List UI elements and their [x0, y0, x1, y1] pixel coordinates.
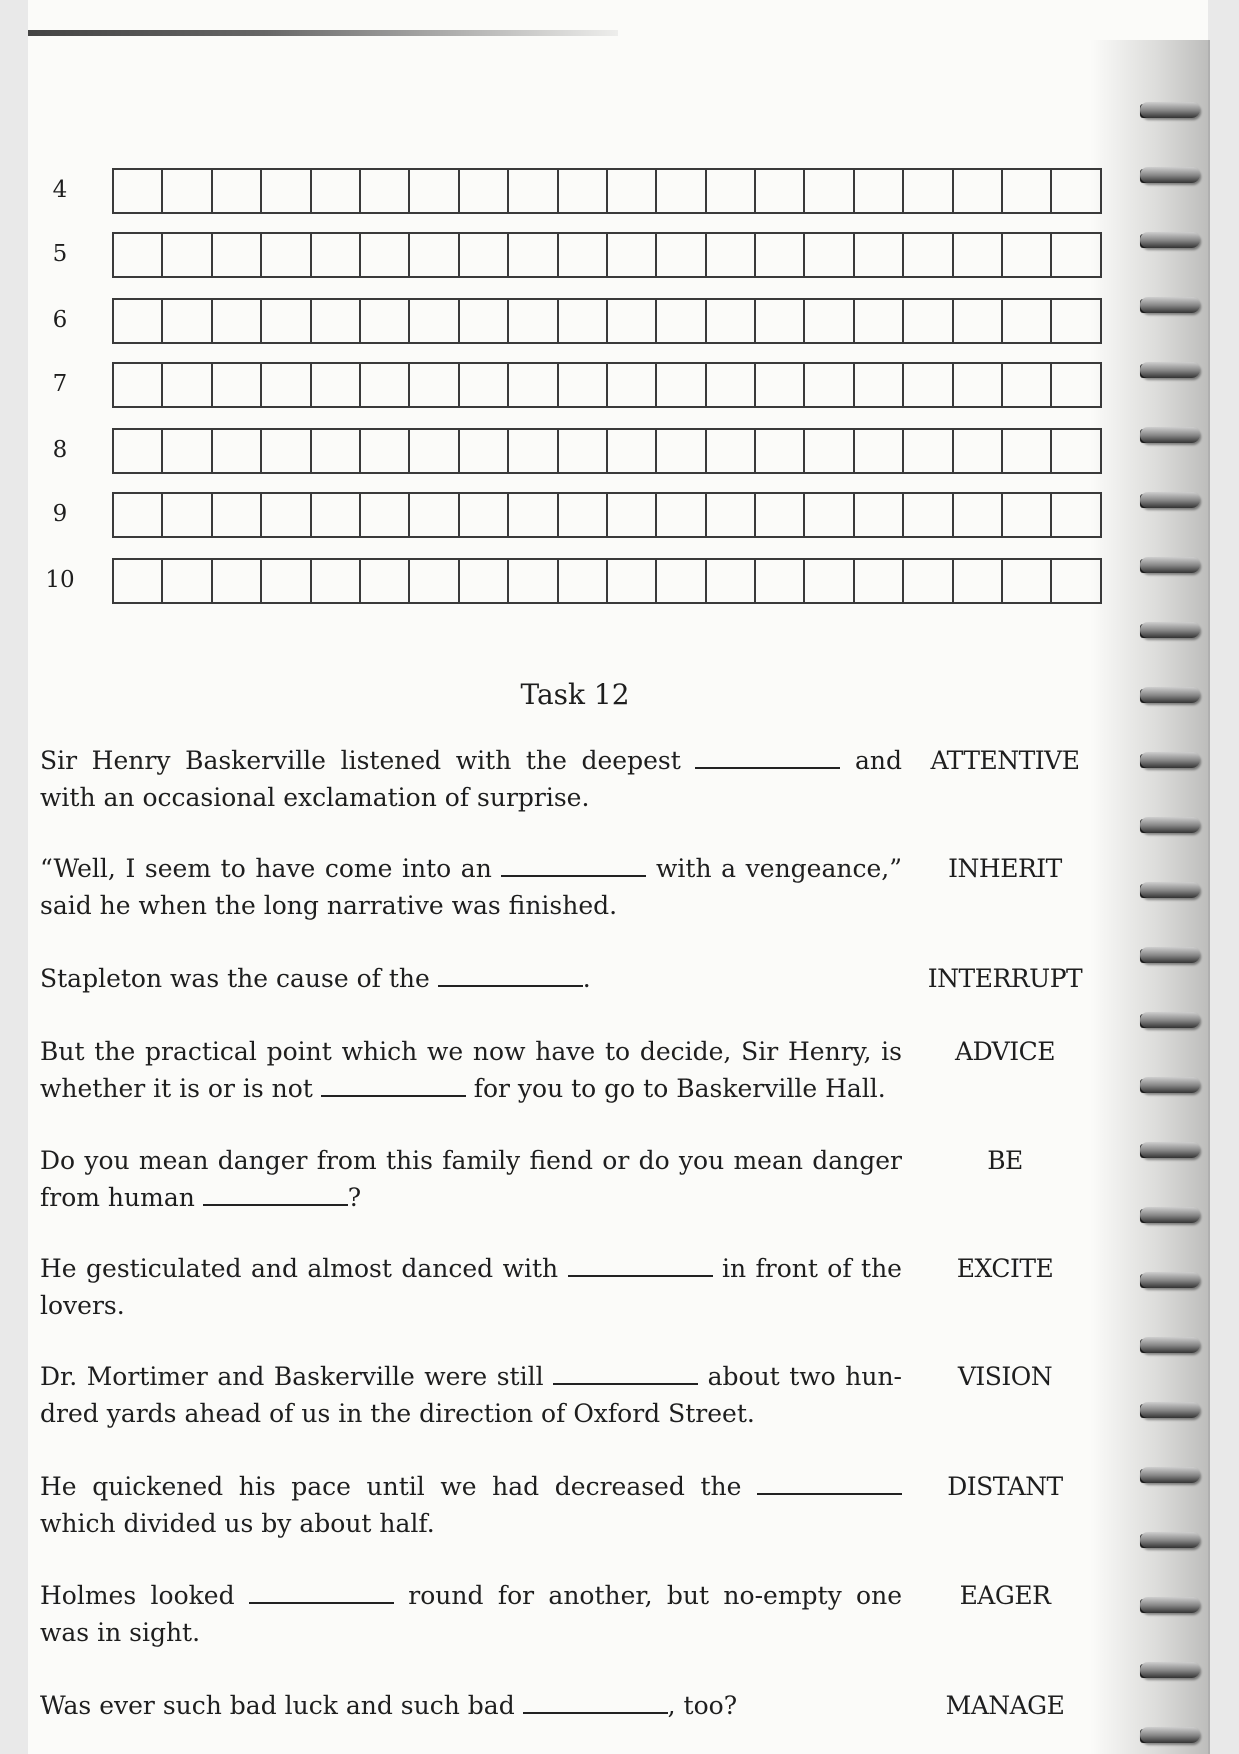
sentence-after-blank: which divided us by about half.	[40, 1509, 435, 1538]
letter-cell[interactable]	[114, 300, 163, 342]
letter-cell[interactable]	[1003, 300, 1052, 342]
letter-cell[interactable]	[756, 234, 805, 276]
letter-cell[interactable]	[1052, 560, 1101, 602]
letter-cells	[112, 362, 1102, 408]
letter-cell[interactable]	[312, 430, 361, 472]
letter-cell[interactable]	[1003, 494, 1052, 536]
letter-cells	[112, 298, 1102, 344]
letter-cell[interactable]	[707, 170, 756, 212]
answer-blank[interactable]	[553, 1361, 698, 1385]
letter-cell[interactable]	[410, 560, 459, 602]
keyword: INHERIT	[948, 854, 1062, 883]
letter-cell[interactable]	[163, 494, 212, 536]
letter-cell[interactable]	[805, 300, 854, 342]
spiral-coil	[1138, 1721, 1202, 1753]
coil-wire	[1140, 297, 1200, 313]
letter-cells	[112, 168, 1102, 214]
sentence-before-blank: He gesticulated and almost danced with	[40, 1254, 568, 1283]
letter-cell[interactable]	[1003, 170, 1052, 212]
spiral-coil	[1138, 1201, 1202, 1233]
letter-cell[interactable]	[1003, 234, 1052, 276]
sentence-after-blank: about two hun-dred yards ahead of us in the direction of Oxford Street.	[40, 1362, 902, 1428]
coil-wire	[1140, 167, 1200, 183]
letter-cell[interactable]	[707, 494, 756, 536]
sentence-before-blank: Dr. Mortimer and Baskerville were still	[40, 1362, 554, 1391]
letter-cell[interactable]	[1052, 430, 1101, 472]
keyword: ATTENTIVE	[930, 746, 1080, 775]
letter-cell[interactable]	[559, 364, 608, 406]
letter-cell[interactable]	[954, 494, 1003, 536]
row-number: 8	[52, 437, 68, 463]
letter-cell[interactable]	[855, 494, 904, 536]
row-number: 7	[52, 371, 68, 397]
letter-cell[interactable]	[1052, 494, 1101, 536]
letter-cell[interactable]	[361, 300, 410, 342]
letter-cell[interactable]	[756, 300, 805, 342]
spiral-coil	[1138, 421, 1202, 453]
letter-cell[interactable]	[855, 234, 904, 276]
letter-cell[interactable]	[855, 430, 904, 472]
letter-cell[interactable]	[163, 234, 212, 276]
letter-cell[interactable]	[855, 364, 904, 406]
letter-cell[interactable]	[1003, 364, 1052, 406]
keyword: EAGER	[959, 1581, 1051, 1610]
letter-cells	[112, 232, 1102, 278]
letter-cell[interactable]	[213, 300, 262, 342]
spiral-coil	[1138, 1071, 1202, 1103]
letter-cell[interactable]	[262, 300, 311, 342]
keyword: BE	[987, 1146, 1023, 1175]
keyword: EXCITE	[956, 1254, 1054, 1283]
letter-cell[interactable]	[1052, 234, 1101, 276]
row-number: 5	[52, 241, 68, 267]
letter-cells	[112, 428, 1102, 474]
letter-cell[interactable]	[262, 170, 311, 212]
letter-cell[interactable]	[312, 560, 361, 602]
letter-cell[interactable]	[262, 560, 311, 602]
row-number: 9	[52, 501, 68, 527]
letter-cell[interactable]	[608, 494, 657, 536]
letter-cell[interactable]	[460, 300, 509, 342]
sentence-after-blank: ?	[347, 1183, 362, 1212]
letter-cell[interactable]	[361, 430, 410, 472]
letter-cell[interactable]	[460, 494, 509, 536]
letter-cell[interactable]	[904, 234, 953, 276]
letter-cell[interactable]	[509, 494, 558, 536]
spiral-coil	[1138, 1656, 1202, 1688]
spiral-coil	[1138, 746, 1202, 778]
letter-cell[interactable]	[410, 170, 459, 212]
letter-cell[interactable]	[904, 170, 953, 212]
answer-blank[interactable]	[321, 1073, 466, 1097]
spiral-coil	[1138, 291, 1202, 323]
letter-cell[interactable]	[213, 430, 262, 472]
letter-cell[interactable]	[707, 300, 756, 342]
keyword: MANAGE	[945, 1691, 1065, 1720]
letter-cell[interactable]	[559, 234, 608, 276]
coil-wire	[1140, 1272, 1200, 1288]
spiral-coil	[1138, 356, 1202, 388]
letter-cell[interactable]	[805, 560, 854, 602]
sentence-after-blank: , too?	[667, 1691, 738, 1720]
coil-wire	[1140, 1142, 1200, 1158]
spiral-binding	[1138, 0, 1208, 1754]
letter-cell[interactable]	[114, 364, 163, 406]
letter-cell[interactable]	[509, 170, 558, 212]
letter-cell[interactable]	[114, 494, 163, 536]
keyword: DISTANT	[947, 1472, 1063, 1501]
task-sentence	[40, 1142, 902, 1216]
letter-cell[interactable]	[410, 430, 459, 472]
letter-cell[interactable]	[707, 234, 756, 276]
letter-cell[interactable]	[262, 430, 311, 472]
letter-cell[interactable]	[460, 234, 509, 276]
letter-cell[interactable]	[213, 170, 262, 212]
letter-cell[interactable]	[657, 234, 706, 276]
letter-cell[interactable]	[657, 430, 706, 472]
letter-cell[interactable]	[509, 300, 558, 342]
sentence-after-blank: .	[582, 964, 591, 993]
letter-cell[interactable]	[213, 234, 262, 276]
letter-cell[interactable]	[1052, 170, 1101, 212]
spiral-coil	[1138, 96, 1202, 128]
keyword: ADVICE	[955, 1037, 1055, 1066]
answer-blank[interactable]	[695, 745, 840, 769]
coil-wire	[1140, 1532, 1200, 1548]
letter-cell[interactable]	[756, 430, 805, 472]
letter-cell[interactable]	[707, 430, 756, 472]
answer-blank[interactable]	[501, 853, 646, 877]
letter-cell[interactable]	[954, 234, 1003, 276]
letter-cell[interactable]	[559, 170, 608, 212]
letter-cell[interactable]	[460, 560, 509, 602]
spiral-coil	[1138, 1136, 1202, 1168]
sentence-before-blank: Holmes looked	[40, 1581, 249, 1610]
row-number: 4	[52, 177, 68, 203]
letter-cell[interactable]	[163, 560, 212, 602]
letter-cell[interactable]	[805, 430, 854, 472]
letter-cell[interactable]	[855, 300, 904, 342]
letter-cell[interactable]	[410, 494, 459, 536]
sentence-before-blank: But the practical point which we now have to decide, Sir Henry, is whether it is or is not	[40, 1037, 902, 1103]
sentence-before-blank: Do you mean danger from this family fiend or do you mean danger from human	[40, 1146, 902, 1212]
letter-cell[interactable]	[805, 364, 854, 406]
letter-cell[interactable]	[213, 560, 262, 602]
letter-cell[interactable]	[559, 430, 608, 472]
letter-cell[interactable]	[262, 234, 311, 276]
letter-cell[interactable]	[361, 364, 410, 406]
coil-wire	[1140, 232, 1200, 248]
task-title: Task 12	[520, 678, 630, 711]
spiral-coil	[1138, 1331, 1202, 1363]
spiral-coil	[1138, 226, 1202, 258]
letter-cell[interactable]	[608, 170, 657, 212]
letter-cell[interactable]	[657, 170, 706, 212]
coil-wire	[1140, 1337, 1200, 1353]
coil-wire	[1140, 947, 1200, 963]
sentence-after-blank: in front of the lovers.	[40, 1254, 902, 1320]
coil-wire	[1140, 1727, 1200, 1743]
letter-cell[interactable]	[608, 364, 657, 406]
coil-wire	[1140, 1597, 1200, 1613]
letter-cell[interactable]	[954, 430, 1003, 472]
letter-cell[interactable]	[163, 430, 212, 472]
letter-cells	[112, 558, 1102, 604]
letter-cell[interactable]	[312, 364, 361, 406]
letter-cell[interactable]	[855, 560, 904, 602]
spiral-coil	[1138, 811, 1202, 843]
letter-cell[interactable]	[904, 364, 953, 406]
letter-cell[interactable]	[361, 234, 410, 276]
coil-wire	[1140, 557, 1200, 573]
answer-blank[interactable]	[523, 1690, 668, 1714]
letter-cell[interactable]	[904, 494, 953, 536]
letter-cell[interactable]	[1003, 560, 1052, 602]
answer-blank[interactable]	[438, 963, 583, 987]
letter-cell[interactable]	[954, 364, 1003, 406]
coil-wire	[1140, 752, 1200, 768]
letter-cell[interactable]	[1052, 300, 1101, 342]
sentence-after-blank: for you to go to Baskerville Hall.	[465, 1074, 886, 1103]
coil-wire	[1140, 622, 1200, 638]
spiral-coil	[1138, 1006, 1202, 1038]
letter-cell[interactable]	[805, 494, 854, 536]
letter-cell[interactable]	[460, 170, 509, 212]
letter-cell[interactable]	[608, 430, 657, 472]
task-sentence	[40, 960, 902, 997]
letter-cell[interactable]	[954, 170, 1003, 212]
coil-wire	[1140, 1402, 1200, 1418]
letter-cell[interactable]	[410, 364, 459, 406]
answer-blank[interactable]	[203, 1182, 348, 1206]
letter-cell[interactable]	[756, 170, 805, 212]
answer-blank[interactable]	[568, 1253, 713, 1277]
coil-wire	[1140, 1467, 1200, 1483]
spiral-coil	[1138, 876, 1202, 908]
coil-wire	[1140, 882, 1200, 898]
letter-cell[interactable]	[657, 494, 706, 536]
spiral-coil	[1138, 1396, 1202, 1428]
sentence-before-blank: “Well, I seem to have come into an	[40, 854, 502, 883]
row-number: 6	[52, 307, 68, 333]
sentence-before-blank: Sir Henry Baskerville listened with the deepest	[40, 746, 696, 775]
letter-cell[interactable]	[262, 364, 311, 406]
coil-wire	[1140, 1012, 1200, 1028]
letter-cell[interactable]	[114, 170, 163, 212]
letter-cell[interactable]	[509, 560, 558, 602]
letter-cell[interactable]	[114, 560, 163, 602]
task-sentence	[40, 1468, 902, 1542]
letter-cell[interactable]	[509, 234, 558, 276]
letter-cell[interactable]	[904, 300, 953, 342]
letter-cell[interactable]	[1052, 364, 1101, 406]
letter-cell[interactable]	[312, 494, 361, 536]
sentence-before-blank: Stapleton was the cause of the	[40, 964, 438, 993]
letter-cell[interactable]	[855, 170, 904, 212]
letter-cell[interactable]	[756, 560, 805, 602]
spiral-coil	[1138, 551, 1202, 583]
letter-cell[interactable]	[756, 494, 805, 536]
letter-cell[interactable]	[608, 560, 657, 602]
letter-cell[interactable]	[657, 300, 706, 342]
letter-cell[interactable]	[361, 494, 410, 536]
coil-wire	[1140, 817, 1200, 833]
coil-wire	[1140, 492, 1200, 508]
letter-cell[interactable]	[756, 364, 805, 406]
answer-blank[interactable]	[757, 1471, 902, 1495]
letter-cell[interactable]	[163, 170, 212, 212]
task-sentence	[40, 1687, 902, 1724]
spiral-coil	[1138, 486, 1202, 518]
letter-cell[interactable]	[312, 300, 361, 342]
keyword: VISION	[957, 1362, 1053, 1391]
row-number: 10	[45, 567, 75, 593]
letter-cell[interactable]	[559, 300, 608, 342]
letter-cell[interactable]	[657, 560, 706, 602]
sentence-after-blank: and with an occasional exclamation of surprise.	[40, 746, 902, 812]
letter-cell[interactable]	[213, 494, 262, 536]
letter-cell[interactable]	[954, 300, 1003, 342]
letter-cell[interactable]	[312, 234, 361, 276]
letter-cell[interactable]	[904, 560, 953, 602]
letter-cell[interactable]	[608, 234, 657, 276]
letter-cell[interactable]	[361, 170, 410, 212]
sentence-after-blank: round for another, but no-empty one was in sight.	[40, 1581, 902, 1647]
letter-cell[interactable]	[559, 494, 608, 536]
coil-wire	[1140, 362, 1200, 378]
letter-cell[interactable]	[312, 170, 361, 212]
sentence-after-blank: with a vengeance,” said he when the long narrative was finished.	[40, 854, 903, 920]
letter-cell[interactable]	[460, 430, 509, 472]
task-sentence	[40, 1250, 902, 1324]
coil-wire	[1140, 1077, 1200, 1093]
letter-cell[interactable]	[1003, 430, 1052, 472]
sentence-before-blank: Was ever such bad luck and such bad	[40, 1691, 523, 1720]
letter-cell[interactable]	[163, 364, 212, 406]
letter-cell[interactable]	[707, 364, 756, 406]
task-sentence	[40, 1577, 902, 1651]
task-sentence	[40, 742, 902, 816]
spiral-coil	[1138, 1266, 1202, 1298]
letter-cell[interactable]	[805, 170, 854, 212]
letter-cell[interactable]	[559, 560, 608, 602]
letter-cell[interactable]	[361, 560, 410, 602]
coil-wire	[1140, 102, 1200, 118]
letter-cell[interactable]	[509, 364, 558, 406]
letter-cell[interactable]	[657, 364, 706, 406]
letter-cell[interactable]	[262, 494, 311, 536]
letter-cell[interactable]	[509, 430, 558, 472]
letter-cell[interactable]	[954, 560, 1003, 602]
letter-cell[interactable]	[163, 300, 212, 342]
letter-cell[interactable]	[114, 430, 163, 472]
spiral-coil	[1138, 161, 1202, 193]
answer-blank[interactable]	[249, 1580, 394, 1604]
letter-cells	[112, 492, 1102, 538]
letter-cell[interactable]	[805, 234, 854, 276]
coil-wire	[1140, 1662, 1200, 1678]
letter-cell[interactable]	[114, 234, 163, 276]
spiral-coil	[1138, 1526, 1202, 1558]
letter-cell[interactable]	[904, 430, 953, 472]
sentence-before-blank: He quickened his pace until we had decreased the	[40, 1472, 757, 1501]
spiral-coil	[1138, 616, 1202, 648]
task-sentence	[40, 1033, 902, 1107]
letter-cell[interactable]	[707, 560, 756, 602]
coil-wire	[1140, 1207, 1200, 1223]
task-sentence	[40, 1358, 902, 1432]
letter-cell[interactable]	[410, 234, 459, 276]
coil-wire	[1140, 427, 1200, 443]
letter-cell[interactable]	[213, 364, 262, 406]
letter-cell[interactable]	[410, 300, 459, 342]
keyword: INTERRUPT	[927, 964, 1083, 993]
spiral-coil	[1138, 1591, 1202, 1623]
top-rule	[28, 30, 618, 36]
letter-cell[interactable]	[460, 364, 509, 406]
spiral-coil	[1138, 941, 1202, 973]
letter-cell[interactable]	[608, 300, 657, 342]
spiral-coil	[1138, 1461, 1202, 1493]
task-sentence	[40, 850, 902, 924]
